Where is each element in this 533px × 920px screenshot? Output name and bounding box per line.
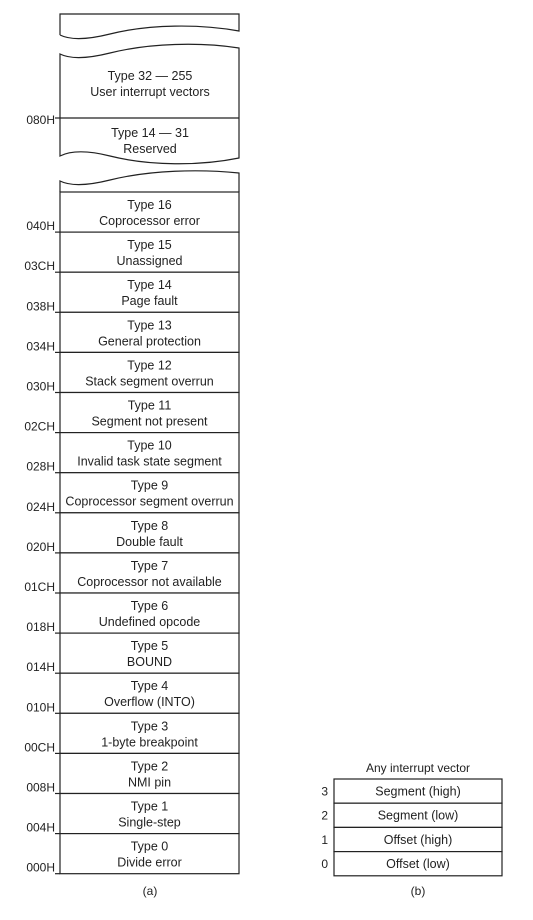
vector-detail-row [321, 803, 502, 827]
address-label: 024H [26, 499, 55, 514]
address-080h: 080H [26, 113, 55, 127]
vector-entry-description: Coprocessor segment overrun [65, 494, 234, 509]
vector-entry [26, 753, 239, 794]
address-label: 02CH [24, 419, 55, 434]
vector-entry-description: Segment not present [91, 414, 208, 429]
vector-entry-type: Type 1 [130, 799, 169, 814]
vector-entry-description: NMI pin [127, 775, 172, 790]
type-32-255-desc: User interrupt vectors [90, 85, 210, 99]
vector-detail-rows [321, 779, 502, 876]
address-label: 020H [26, 539, 55, 554]
vector-entry-description: Invalid task state segment [77, 454, 222, 469]
vector-entry [26, 192, 239, 233]
vector-detail-row [321, 852, 502, 876]
address-label: 008H [26, 780, 55, 795]
vector-entry [26, 473, 239, 514]
vector-entry [26, 794, 239, 835]
type-14-31-title: Type 14 — 31 [111, 126, 189, 140]
vector-entry [24, 393, 239, 434]
vector-entry-type: Type 7 [130, 558, 169, 573]
vector-detail [321, 761, 502, 898]
vector-entries [24, 192, 239, 875]
vector-entry [26, 513, 239, 554]
type-32-255-title: Type 32 — 255 [107, 69, 193, 83]
vector-entry-type: Type 0 [130, 839, 169, 854]
address-label: 040H [26, 219, 55, 234]
vector-entry-description: Stack segment overrun [85, 374, 214, 389]
torn-edge-top-piece [60, 14, 239, 39]
vector-entry-type: Type 3 [130, 719, 169, 734]
vector-entry-type: Type 11 [127, 398, 172, 413]
vector-detail-label: Segment (low) [377, 808, 459, 823]
vector-entry-description: Overflow (INTO) [104, 695, 195, 710]
vector-detail-index: 1 [321, 832, 328, 847]
vector-entry-description: Coprocessor not available [77, 574, 222, 589]
vector-entry-type: Type 6 [130, 599, 169, 613]
address-label: 034H [26, 339, 55, 354]
vector-detail-row [321, 827, 502, 851]
vector-entry-type: Type 5 [130, 639, 169, 654]
vector-entry-description: 1-byte breakpoint [101, 735, 198, 750]
address-label: 03CH [24, 259, 55, 274]
vector-detail-label: Offset (high) [383, 832, 453, 847]
vector-entry-description: Unassigned [116, 254, 183, 269]
address-label: 00CH [24, 740, 55, 755]
vector-entry [26, 272, 239, 313]
vector-entry-description: Coprocessor error [99, 214, 200, 228]
vector-entry-description: BOUND [126, 655, 173, 670]
address-label: 014H [26, 660, 55, 675]
top-section [26, 14, 239, 192]
vector-entry-type: Type 4 [130, 679, 169, 694]
vector-entry [26, 433, 239, 474]
caption-a: (a) [142, 884, 158, 898]
vector-entry-description: Page fault [121, 294, 178, 309]
vector-entry-type: Type 14 [127, 278, 172, 293]
address-label: 030H [26, 379, 55, 394]
vector-entry-description: General protection [98, 334, 201, 349]
vector-detail-index: 3 [321, 784, 328, 799]
address-label: 004H [26, 820, 55, 835]
vector-entry [24, 713, 239, 754]
vector-entry-type: Type 9 [130, 478, 169, 493]
vector-entry [26, 312, 239, 353]
vector-entry [26, 633, 239, 674]
caption-b: (b) [410, 884, 426, 898]
type-14-31-desc: Reserved [123, 142, 177, 156]
vector-entry-description: Divide error [117, 855, 182, 870]
vector-entry-description: Undefined opcode [98, 615, 201, 629]
vector-detail-index: 0 [321, 857, 328, 872]
address-label: 01CH [24, 580, 55, 594]
vector-entry [26, 673, 239, 714]
torn-edge-lower-piece [60, 171, 239, 192]
vector-detail-label: Segment (high) [375, 784, 461, 799]
vector-entry [26, 834, 239, 875]
vector-entry-type: Type 15 [127, 238, 172, 253]
vector-entry-description: Double fault [116, 534, 183, 549]
address-label: 038H [26, 299, 55, 314]
address-label: 010H [26, 700, 55, 715]
vector-entry [24, 553, 239, 594]
vector-detail-row [321, 779, 502, 803]
vector-entry-type: Type 8 [130, 518, 169, 533]
vector-entry-type: Type 2 [130, 759, 169, 774]
vector-entry [26, 593, 239, 634]
vector-detail-index: 2 [321, 808, 328, 823]
address-label: 018H [26, 620, 55, 635]
vector-detail-title: Any interrupt vector [365, 761, 471, 775]
vector-detail-label: Offset (low) [386, 857, 450, 872]
vector-entry-type: Type 13 [127, 318, 172, 333]
address-label: 028H [26, 459, 55, 474]
vector-entry [26, 352, 239, 393]
vector-entry-type: Type 10 [127, 438, 172, 453]
vector-entry-description: Single-step [118, 815, 181, 830]
vector-entry [24, 232, 239, 273]
address-label: 000H [26, 860, 55, 875]
vector-entry-type: Type 16 [127, 198, 172, 212]
vector-entry-type: Type 12 [127, 358, 172, 373]
